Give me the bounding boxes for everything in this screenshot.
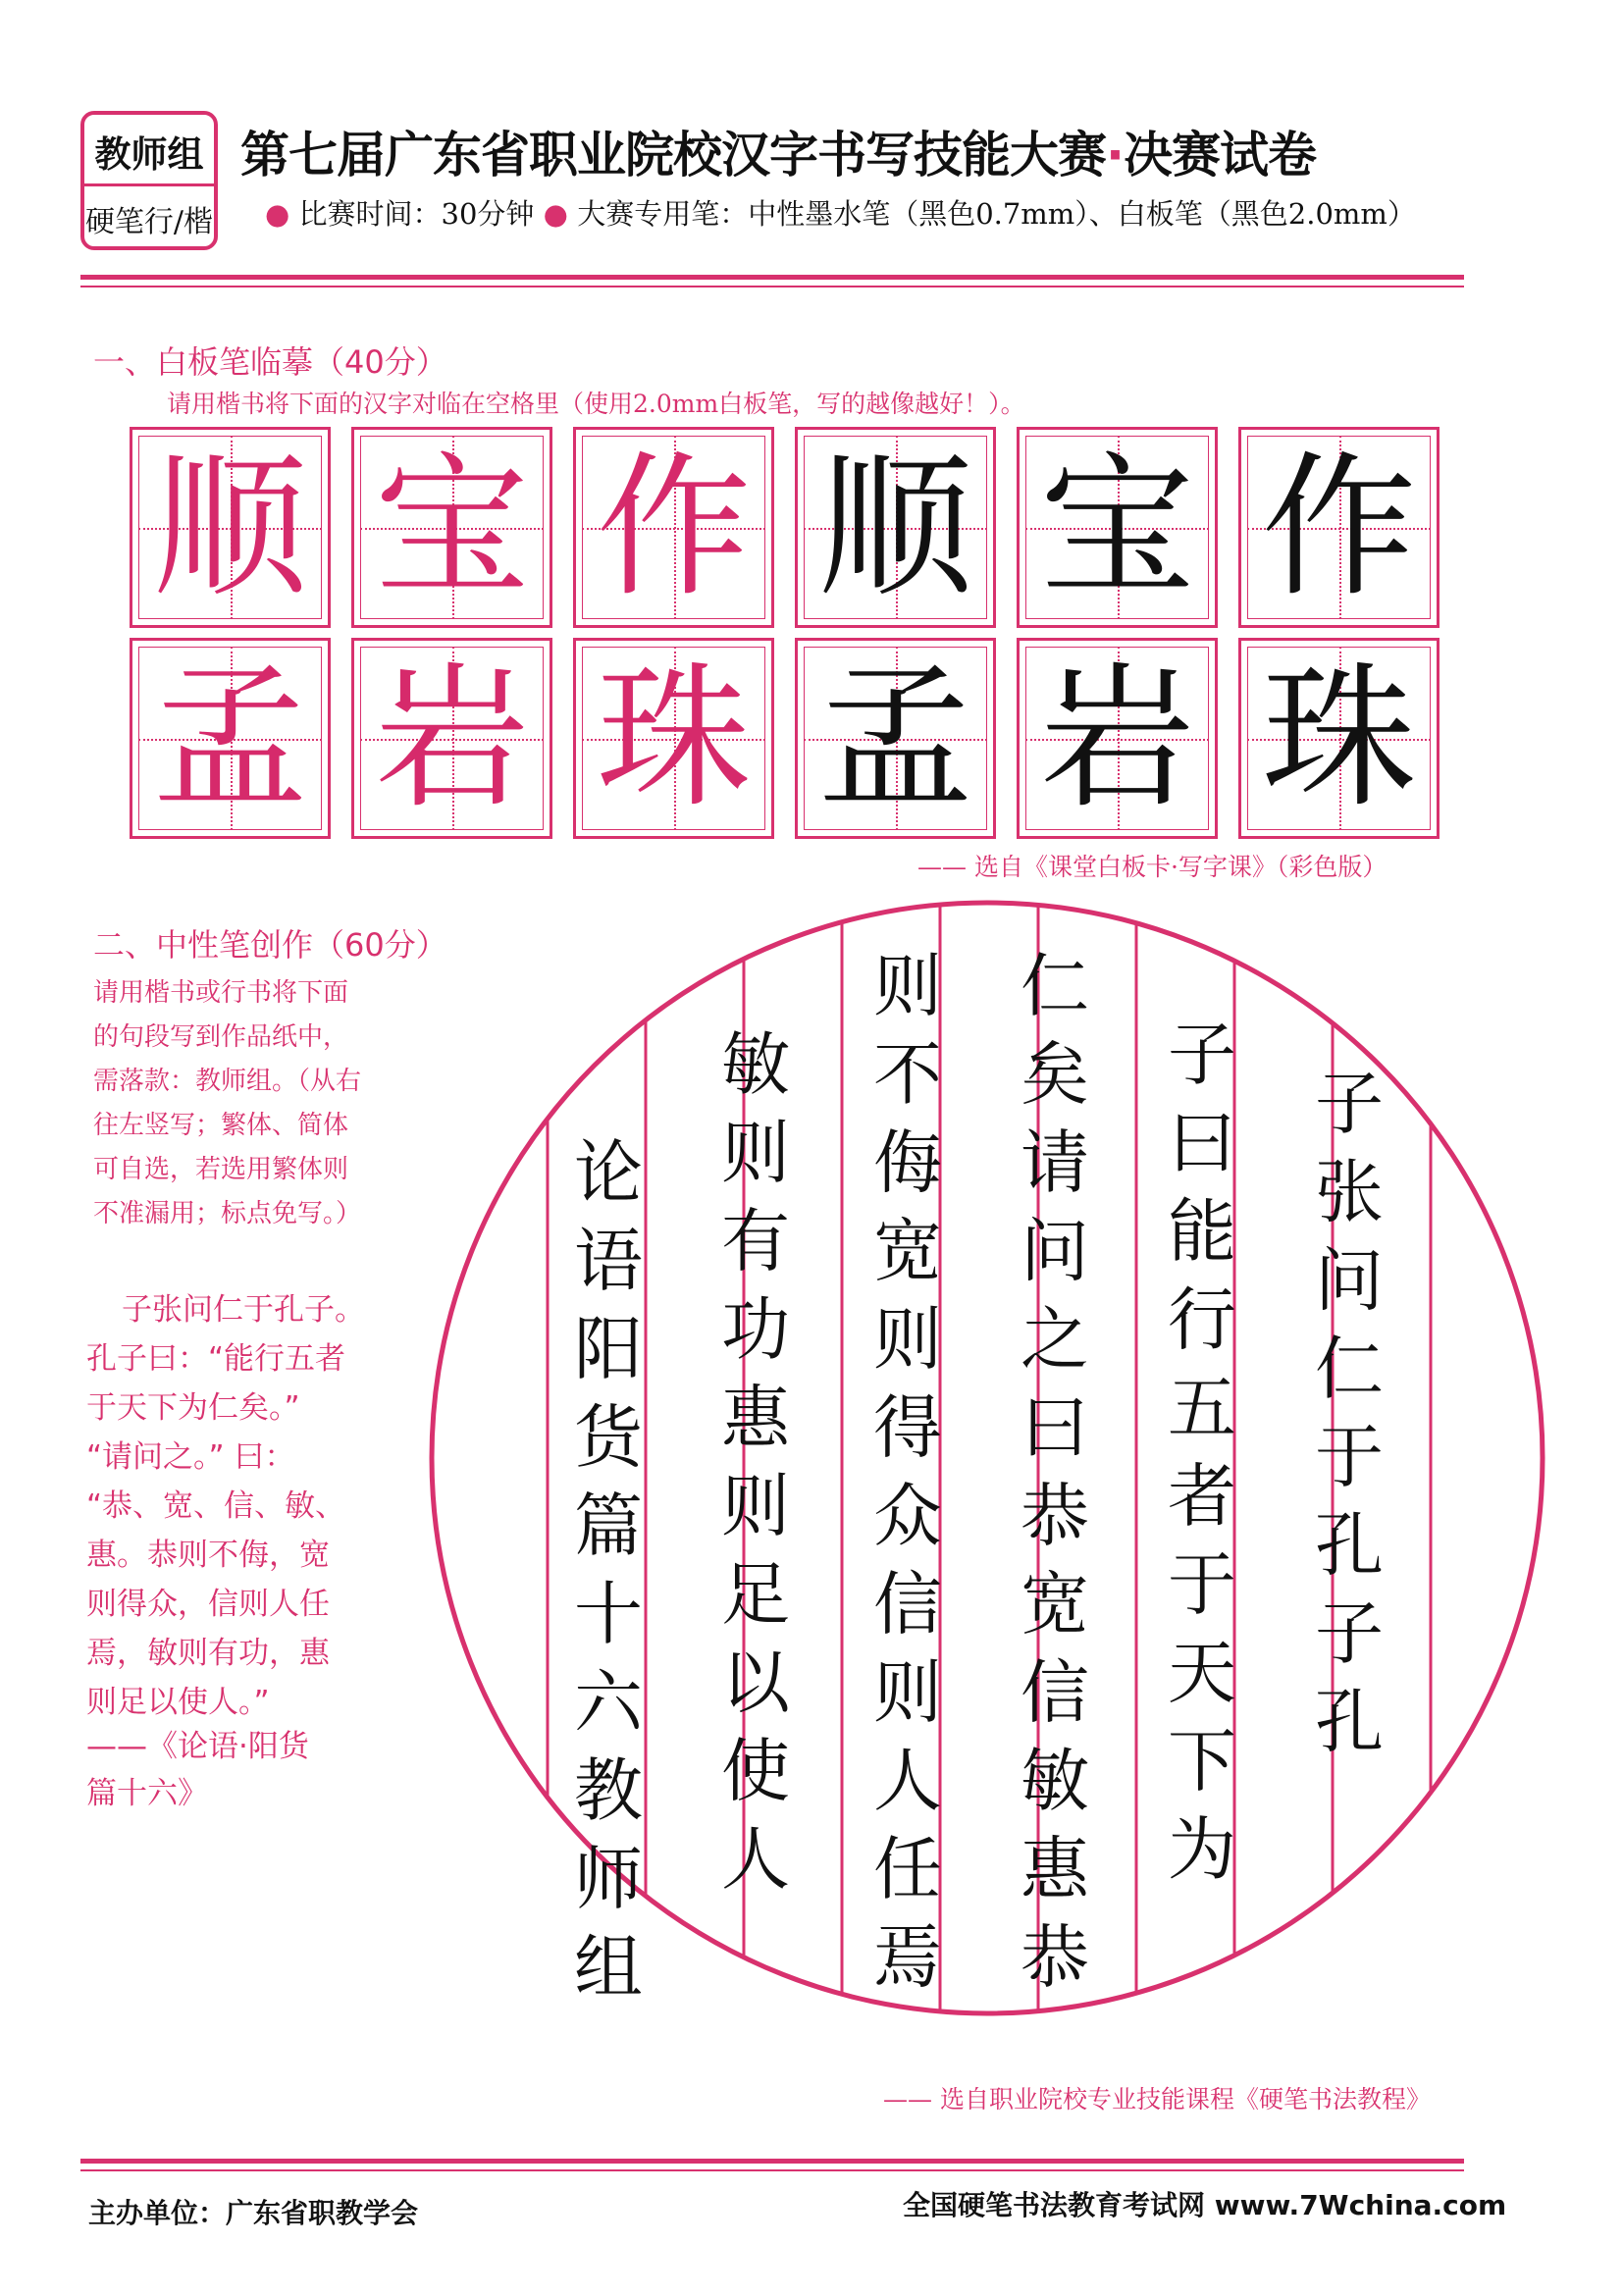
column-character: 行 xyxy=(1168,1279,1236,1360)
column-character: 篇 xyxy=(574,1486,643,1566)
practice-character: 宝 xyxy=(374,437,530,618)
exam-pens: 大赛专用笔：中性墨水笔（黑色0.7mm）、白板笔（黑色2.0mm） xyxy=(577,197,1416,231)
column-character: 下 xyxy=(1168,1721,1236,1801)
website: 全国硬笔书法教育考试网 www.7Wchina.com xyxy=(903,2189,1507,2221)
practice-character: 孟 xyxy=(817,648,973,829)
column-character: 则 xyxy=(873,1299,942,1380)
section1-credit: —— 选自《课堂白板卡·写字课》（彩色版） xyxy=(917,853,1387,881)
source-line: ——《论语·阳货 xyxy=(86,1729,309,1764)
column-character: 惠 xyxy=(721,1378,790,1458)
column-character: 之 xyxy=(1021,1299,1089,1380)
column-character: 则 xyxy=(873,946,942,1026)
column-character: 以 xyxy=(721,1643,790,1723)
column-character: 众 xyxy=(873,1476,942,1556)
column-character: 仁 xyxy=(1315,1329,1384,1409)
organizer: 主办单位：广东省职教学会 xyxy=(88,2197,419,2229)
practice-character: 珠 xyxy=(596,648,752,829)
column-character: 阳 xyxy=(574,1309,643,1389)
practice-character: 岩 xyxy=(374,648,530,829)
passage-line: 焉，敏则有功，惠 xyxy=(86,1636,330,1671)
passage-line: 于天下为仁矣。” xyxy=(86,1390,300,1426)
title-dot: · xyxy=(1106,127,1124,183)
column-character: 恭 xyxy=(1021,1917,1089,1998)
section2-credit: —— 选自职业院校专业技能课程《硬笔书法教程》 xyxy=(883,2085,1431,2113)
column-character: 语 xyxy=(574,1221,643,1301)
column-character: 则 xyxy=(873,1652,942,1733)
title-main: 第七届广东省职业院校汉字书写技能大赛 xyxy=(240,127,1106,183)
exam-time: 比赛时间：30分钟 xyxy=(298,197,535,231)
column-character: 张 xyxy=(1315,1152,1384,1232)
column-character: 仁 xyxy=(1021,946,1089,1026)
section1-heading: 一、白板笔临摹（40分） xyxy=(93,343,447,381)
bullet-icon: ● xyxy=(265,197,290,231)
column-character: 货 xyxy=(574,1397,643,1478)
column-character: 不 xyxy=(873,1034,942,1115)
column-character: 敏 xyxy=(721,1024,790,1105)
brush-column xyxy=(996,942,1114,2002)
column-character: 五 xyxy=(1168,1368,1236,1448)
column-character: 者 xyxy=(1168,1456,1236,1537)
column-character: 人 xyxy=(873,1741,942,1821)
bullet-icon: ● xyxy=(543,197,568,231)
badge-group-label: 教师组 xyxy=(94,133,204,176)
section1-instruction: 请用楷书将下面的汉字对临在空格里（使用2.0mm白板笔，写的越像越好！）。 xyxy=(167,390,1025,418)
column-character: 使 xyxy=(721,1731,790,1811)
source-line: 篇十六》 xyxy=(86,1776,208,1811)
column-character: 天 xyxy=(1168,1633,1236,1713)
column-character: 得 xyxy=(873,1387,942,1468)
column-character: 为 xyxy=(1168,1809,1236,1890)
footer-rule-thick xyxy=(80,2159,1464,2164)
column-character: 则 xyxy=(721,1113,790,1193)
column-character: 孔 xyxy=(1315,1505,1384,1586)
column-character: 能 xyxy=(1168,1191,1236,1272)
column-character: 有 xyxy=(721,1201,790,1281)
column-character: 教 xyxy=(574,1750,643,1831)
column-character: 足 xyxy=(721,1554,790,1635)
column-character: 曰 xyxy=(1168,1103,1236,1183)
column-character: 任 xyxy=(873,1829,942,1909)
practice-character: 岩 xyxy=(1039,648,1195,829)
practice-character: 宝 xyxy=(1039,437,1195,618)
practice-character: 顺 xyxy=(817,437,973,618)
column-character: 信 xyxy=(1021,1652,1089,1733)
passage-line: 则得众，信则人任 xyxy=(86,1587,330,1622)
column-character: 师 xyxy=(574,1839,643,1919)
column-character: 功 xyxy=(721,1289,790,1370)
column-character: 组 xyxy=(574,1927,643,2008)
passage-line: “恭、宽、信、敏、 xyxy=(86,1488,346,1524)
column-character: 惠 xyxy=(1021,1829,1089,1909)
practice-character: 作 xyxy=(596,437,752,618)
column-character: 信 xyxy=(873,1564,942,1644)
column-character: 子 xyxy=(1315,1064,1384,1144)
column-character: 人 xyxy=(721,1819,790,1900)
column-character: 子 xyxy=(1168,1015,1236,1095)
brush-column xyxy=(849,942,967,2002)
column-character: 宽 xyxy=(1021,1564,1089,1644)
practice-character: 孟 xyxy=(152,648,308,829)
practice-character: 顺 xyxy=(152,437,308,618)
footer-rule-thin xyxy=(80,2169,1464,2171)
column-character: 矣 xyxy=(1021,1034,1089,1115)
practice-character: 珠 xyxy=(1261,648,1417,829)
column-character: 子 xyxy=(1315,1593,1384,1674)
column-character: 问 xyxy=(1315,1240,1384,1321)
passage-line: 孔子曰：“能行五者 xyxy=(86,1341,346,1377)
brush-column xyxy=(1290,1060,1408,1766)
title-tail: 决赛试卷 xyxy=(1124,127,1316,183)
passage-line: 则足以使人。” xyxy=(86,1685,270,1720)
column-character: 于 xyxy=(1315,1417,1384,1497)
brush-column xyxy=(550,1128,667,2011)
column-character: 侮 xyxy=(873,1122,942,1203)
column-character: 宽 xyxy=(873,1211,942,1291)
brush-column xyxy=(697,1020,814,1904)
column-character: 请 xyxy=(1021,1122,1089,1203)
column-character: 则 xyxy=(721,1466,790,1546)
practice-character: 作 xyxy=(1261,437,1417,618)
section2-instruction: 请用楷书或行书将下面的句段写到作品纸中，需落款：教师组。（从右往左竖写；繁体、简体可自选，若选用繁体则不准漏用；标点免写。） xyxy=(93,978,362,1228)
column-character: 问 xyxy=(1021,1211,1089,1291)
passage-line: 惠。恭则不侮，宽 xyxy=(86,1538,330,1573)
brush-column xyxy=(1143,1011,1261,1894)
column-character: 恭 xyxy=(1021,1476,1089,1556)
column-character: 孔 xyxy=(1315,1682,1384,1762)
column-character: 曰 xyxy=(1021,1387,1089,1468)
column-character: 论 xyxy=(574,1132,643,1213)
column-character: 六 xyxy=(574,1662,643,1743)
section2-heading: 二、中性笔创作（60分） xyxy=(93,926,447,964)
passage-line: “请问之。” 曰： xyxy=(86,1439,295,1475)
column-character: 于 xyxy=(1168,1544,1236,1625)
badge-category-label: 硬笔行/楷 xyxy=(84,205,214,239)
column-character: 敏 xyxy=(1021,1741,1089,1821)
passage-line: 子张问仁于孔子。 xyxy=(122,1292,365,1328)
column-character: 十 xyxy=(574,1574,643,1654)
column-character: 焉 xyxy=(873,1917,942,1998)
